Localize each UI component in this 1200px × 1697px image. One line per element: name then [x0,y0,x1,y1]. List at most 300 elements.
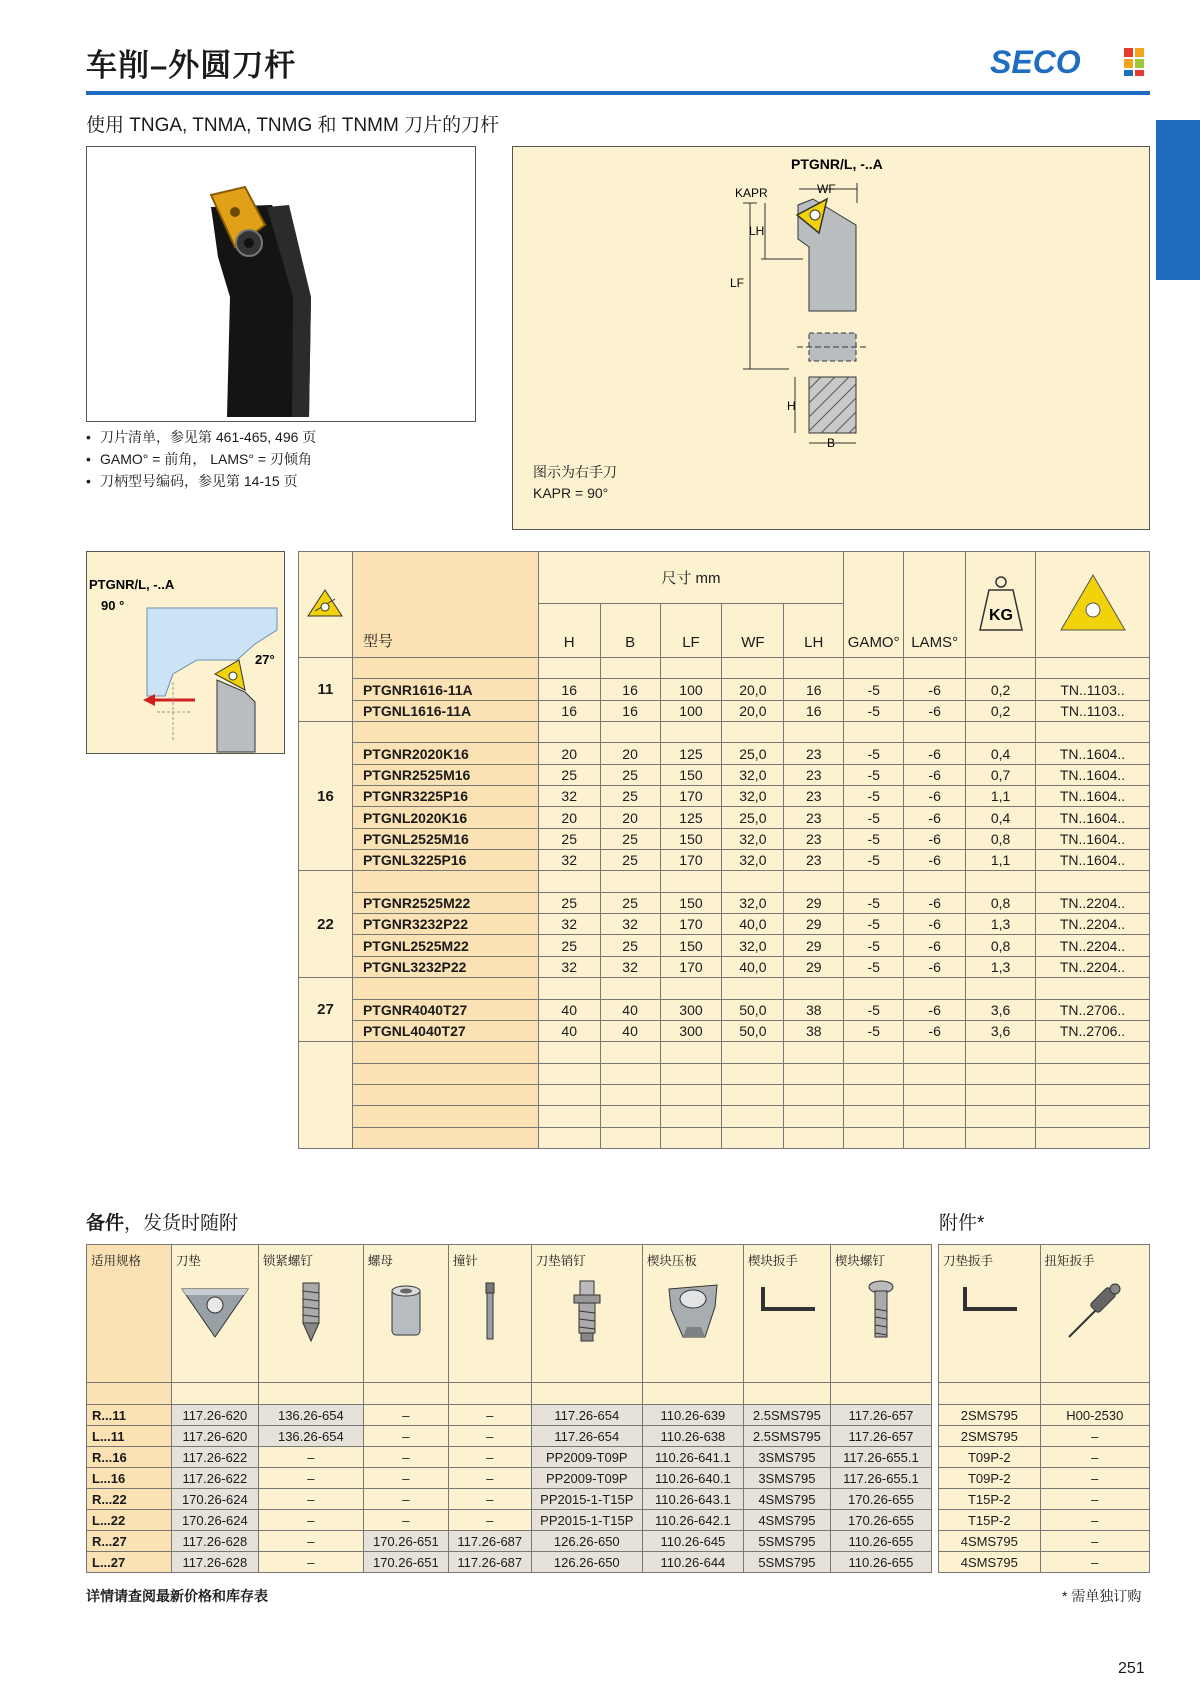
value-cell: 1,3 [966,914,1036,935]
model-cell: PTGNL2525M22 [352,935,538,956]
value-cell: 40,0 [722,914,784,935]
shim-key-icon [957,1279,1021,1319]
table-row [299,743,1150,764]
accessory-cell: – [1040,1510,1149,1531]
value-cell: 1,3 [966,956,1036,977]
spare-parts-body [87,1383,932,1573]
value-cell: 16 [600,700,660,721]
part-cell: 170.26-651 [363,1531,448,1552]
value-cell: 125 [660,807,722,828]
wedge-clamp-icon [663,1279,723,1341]
value-cell: 32,0 [722,892,784,913]
part-cell: 117.26-687 [448,1531,531,1552]
spacer-row [299,658,1150,679]
value-cell: 25 [538,892,600,913]
table-row [87,1468,932,1489]
insert-size-cell: 11 [299,658,353,722]
part-cell: 110.26-638 [642,1426,743,1447]
accessory-cell: T09P-2 [939,1447,1041,1468]
value-cell: 32,0 [722,850,784,871]
value-cell: TN..1604.. [1036,743,1150,764]
value-cell: -6 [904,743,966,764]
table-row [299,914,1150,935]
wedge-clamp-header: 楔块压板 [642,1245,743,1383]
header-rule [86,91,1150,95]
value-cell: 32,0 [722,828,784,849]
part-cell: 126.26-650 [531,1531,642,1552]
value-cell: 50,0 [722,999,784,1020]
value-cell: 23 [784,764,844,785]
spacer-row [299,1084,1150,1105]
model-cell: PTGNL3232P22 [352,956,538,977]
value-cell: -5 [844,700,904,721]
accessory-cell: 4SMS795 [939,1531,1041,1552]
angle-27: 27° [255,652,275,667]
value-cell: 25 [600,764,660,785]
value-cell: -5 [844,935,904,956]
applicable-header: 适用规格 [87,1245,172,1383]
spacer-row [299,871,1150,892]
value-cell: 125 [660,743,722,764]
value-cell: TN..2204.. [1036,892,1150,913]
model-cell: PTGNL2525M16 [352,828,538,849]
value-cell: -6 [904,935,966,956]
table-row [939,1510,1150,1531]
part-cell: – [448,1489,531,1510]
model-cell: PTGNR3232P22 [352,914,538,935]
lams-header: LAMS° [904,552,966,658]
table-row [299,1020,1150,1041]
value-cell: 20 [538,807,600,828]
accessory-cell: 4SMS795 [939,1552,1041,1573]
value-cell: 0,8 [966,892,1036,913]
part-cell: 136.26-654 [258,1426,363,1447]
holder-table [298,551,1150,1149]
part-cell: 117.26-654 [531,1426,642,1447]
model-cell: PTGNR2020K16 [352,743,538,764]
value-cell: 300 [660,999,722,1020]
part-cell: 110.26-643.1 [642,1489,743,1510]
part-cell: – [363,1426,448,1447]
part-cell: 117.26-622 [171,1468,258,1489]
part-cell: 117.26-628 [171,1531,258,1552]
pin-header: 撞针 [448,1245,531,1383]
part-cell: 170.26-651 [363,1552,448,1573]
value-cell: -6 [904,850,966,871]
diagram-note [533,462,617,504]
label-lf: LF [730,276,745,290]
part-cell: PP2015-1-T15P [531,1510,642,1531]
insert-size-cell: 16 [299,722,353,871]
value-cell: TN..2706.. [1036,999,1150,1020]
col-wf: WF [722,604,784,658]
part-cell: 170.26-624 [171,1510,258,1531]
part-cell: 3SMS795 [743,1468,830,1489]
part-cell: 117.26-620 [171,1405,258,1426]
part-cell: 117.26-657 [830,1426,931,1447]
seco-logo [990,44,1150,80]
shim-pin-icon [569,1279,605,1343]
value-cell: TN..2706.. [1036,1020,1150,1041]
value-cell: 32,0 [722,935,784,956]
value-cell: -5 [844,828,904,849]
part-cell: 110.26-655 [830,1531,931,1552]
model-cell: PTGNR2525M22 [352,892,538,913]
part-cell: – [448,1447,531,1468]
table-row [299,679,1150,700]
part-cell: – [448,1405,531,1426]
table-row [299,999,1150,1020]
applicable-cell: L...11 [87,1426,172,1447]
blank-row [87,1383,932,1405]
value-cell: -5 [844,743,904,764]
table-row [87,1552,932,1573]
part-cell: 170.26-655 [830,1489,931,1510]
table-row [299,935,1150,956]
accessory-cell: – [1040,1426,1149,1447]
value-cell: -6 [904,700,966,721]
note-item: • 刀柄型号编码，参见第 14-15 页 [86,470,316,492]
part-cell: – [363,1468,448,1489]
value-cell: -6 [904,1020,966,1041]
value-cell: 23 [784,850,844,871]
table-row [939,1447,1150,1468]
value-cell: 29 [784,892,844,913]
value-cell: -6 [904,764,966,785]
value-cell: 20 [600,807,660,828]
part-cell: 126.26-650 [531,1552,642,1573]
right-hand-note: 图示为右手刀 [533,464,617,480]
part-cell: – [258,1552,363,1573]
value-cell: 150 [660,892,722,913]
value-cell: -5 [844,679,904,700]
value-cell: 170 [660,850,722,871]
value-cell: TN..2204.. [1036,935,1150,956]
label-kapr: KAPR [735,186,768,200]
weight-icon [978,574,1024,632]
accessory-cell: – [1040,1447,1149,1468]
value-cell: -6 [904,892,966,913]
value-cell: -6 [904,807,966,828]
price-note: 详情请查阅最新价格和库存表 [86,1588,268,1604]
part-cell: 117.26-655.1 [830,1468,931,1489]
accessory-cell: T15P-2 [939,1510,1041,1531]
value-cell: -5 [844,956,904,977]
value-cell: 170 [660,914,722,935]
applicable-cell: R...22 [87,1489,172,1510]
weight-label: KG [988,606,1013,624]
shim-pin-header: 刀垫销钉 [531,1245,642,1383]
applicable-cell: L...16 [87,1468,172,1489]
col-h: H [538,604,600,658]
value-cell: 20 [538,743,600,764]
model-cell: PTGNL1616-11A [352,700,538,721]
spacer-row [299,978,1150,999]
spacer-row [299,1063,1150,1084]
value-cell: 0,4 [966,807,1036,828]
part-cell: – [448,1510,531,1531]
value-cell: 150 [660,935,722,956]
value-cell: 32 [538,914,600,935]
col-b: B [600,604,660,658]
part-cell: 5SMS795 [743,1552,830,1573]
table-row [87,1447,932,1468]
value-cell: 150 [660,764,722,785]
value-cell: 23 [784,807,844,828]
intro-notes [86,426,316,492]
spacer-row [299,1106,1150,1127]
value-cell: 16 [538,679,600,700]
part-cell: 117.26-655.1 [830,1447,931,1468]
table-row [939,1489,1150,1510]
accessories-table [938,1244,1150,1573]
value-cell: -6 [904,679,966,700]
col-lh: LH [784,604,844,658]
table-row [87,1426,932,1447]
value-cell: 100 [660,679,722,700]
value-cell: 25,0 [722,807,784,828]
value-cell: 16 [784,700,844,721]
table-row [299,786,1150,807]
value-cell: 25,0 [722,743,784,764]
accessory-cell: T15P-2 [939,1489,1041,1510]
value-cell: 32,0 [722,786,784,807]
value-cell: -5 [844,850,904,871]
nut-icon [386,1279,426,1341]
part-cell: 110.26-640.1 [642,1468,743,1489]
value-cell: 29 [784,935,844,956]
shim-icon [178,1279,252,1339]
wedge-screw-header: 楔块螺钉 [830,1245,931,1383]
value-cell: 40 [600,999,660,1020]
value-cell: TN..1604.. [1036,807,1150,828]
table-row [299,807,1150,828]
part-cell: – [448,1426,531,1447]
value-cell: -5 [844,786,904,807]
part-cell: PP2009-T09P [531,1468,642,1489]
applicable-cell: R...16 [87,1447,172,1468]
note-item: • 刀片清单，参见第 461-465, 496 页 [86,426,316,448]
page-title: 车削–外圆刀杆 [86,48,297,83]
value-cell: 16 [600,679,660,700]
part-cell: 4SMS795 [743,1510,830,1531]
wedge-key-header: 楔块扳手 [743,1245,830,1383]
table-row [939,1405,1150,1426]
accessories-body [939,1383,1150,1573]
spacer-row [299,1042,1150,1063]
table-row [87,1510,932,1531]
part-cell: 110.26-641.1 [642,1447,743,1468]
spare-parts-title: 备件，发货时随附 [86,1213,239,1234]
accessory-cell: 2SMS795 [939,1426,1041,1447]
value-cell: 150 [660,828,722,849]
value-cell: 0,4 [966,743,1036,764]
value-cell: 29 [784,956,844,977]
accessory-cell: – [1040,1468,1149,1489]
table-row [939,1468,1150,1489]
value-cell: 25 [600,935,660,956]
value-cell: -6 [904,999,966,1020]
part-cell: PP2015-1-T15P [531,1489,642,1510]
diagram-title: PTGNR/L, -..A [791,156,883,172]
accessory-cell: – [1040,1531,1149,1552]
value-cell: 38 [784,999,844,1020]
value-cell: 0,2 [966,700,1036,721]
part-cell: – [258,1531,363,1552]
accessory-cell: T09P-2 [939,1468,1041,1489]
geometry-title: PTGNR/L, -..A [89,577,175,592]
value-cell: 25 [600,892,660,913]
value-cell: 170 [660,786,722,807]
model-cell: PTGNL3225P16 [352,850,538,871]
value-cell: 23 [784,743,844,764]
part-cell: 117.26-620 [171,1426,258,1447]
value-cell: 40 [538,1020,600,1041]
value-cell: 3,6 [966,999,1036,1020]
part-cell: – [258,1468,363,1489]
value-cell: 300 [660,1020,722,1041]
nut-header: 螺母 [363,1245,448,1383]
wedge-screw-icon [866,1279,896,1343]
value-cell: -5 [844,1020,904,1041]
table-row [939,1531,1150,1552]
value-cell: -6 [904,828,966,849]
value-cell: 20,0 [722,700,784,721]
insert-size-icon-cell [299,552,353,658]
part-cell: – [258,1489,363,1510]
part-cell: 136.26-654 [258,1405,363,1426]
value-cell: 23 [784,786,844,807]
part-cell: – [258,1510,363,1531]
spacer-row [299,722,1150,743]
value-cell: TN..1604.. [1036,786,1150,807]
model-cell: PTGNR4040T27 [352,999,538,1020]
dimension-diagram [512,146,1150,530]
insert-size-cell: 22 [299,871,353,978]
part-cell: 117.26-654 [531,1405,642,1426]
part-cell: 170.26-655 [830,1510,931,1531]
value-cell: 0,7 [966,764,1036,785]
part-cell: – [363,1489,448,1510]
table-row [299,956,1150,977]
part-cell: 110.26-645 [642,1531,743,1552]
part-cell: – [363,1405,448,1426]
col-lf: LF [660,604,722,658]
label-b: B [827,436,836,450]
part-cell: 110.26-644 [642,1552,743,1573]
value-cell: 170 [660,956,722,977]
torque-wrench-icon [1063,1279,1127,1341]
table-row [299,828,1150,849]
label-wf: WF [817,182,836,196]
value-cell: 20,0 [722,679,784,700]
value-cell: 0,8 [966,935,1036,956]
value-cell: 20 [600,743,660,764]
blank-row [939,1383,1150,1405]
accessory-cell: 2SMS795 [939,1405,1041,1426]
value-cell: TN..1103.. [1036,700,1150,721]
value-cell: 40 [600,1020,660,1041]
kapr-note: KAPR = 90° [533,485,609,501]
value-cell: 1,1 [966,786,1036,807]
model-header: 型号 [352,552,538,658]
shim-key-header: 刀垫扳手 [939,1245,1041,1383]
table-row [939,1552,1150,1573]
part-cell: 110.26-642.1 [642,1510,743,1531]
part-cell: 110.26-639 [642,1405,743,1426]
table-row [299,700,1150,721]
section-tab [1156,120,1200,280]
value-cell: 25 [538,828,600,849]
part-cell: 5SMS795 [743,1531,830,1552]
value-cell: 29 [784,914,844,935]
holder-table-body [299,658,1150,1149]
value-cell: 50,0 [722,1020,784,1041]
table-row [87,1489,932,1510]
value-cell: 0,2 [966,679,1036,700]
value-cell: 25 [600,786,660,807]
clamp-screw-icon [296,1279,326,1343]
insert-icon-header [1036,552,1150,658]
part-cell: – [363,1447,448,1468]
accessory-cell: – [1040,1552,1149,1573]
table-row [299,764,1150,785]
product-photo [86,146,476,422]
value-cell: -6 [904,786,966,807]
value-cell: 32 [538,786,600,807]
model-cell: PTGNL4040T27 [352,1020,538,1041]
torque-key-header: 扭矩扳手 [1040,1245,1149,1383]
applicable-cell: L...22 [87,1510,172,1531]
value-cell: 25 [538,935,600,956]
order-note: * 需单独订购 [1062,1588,1142,1604]
value-cell: 25 [600,850,660,871]
part-cell: 4SMS795 [743,1489,830,1510]
value-cell: 40,0 [722,956,784,977]
weight-header [966,552,1036,658]
part-cell: PP2009-T09P [531,1447,642,1468]
dimension-group-header: 尺寸 mm [538,552,843,604]
value-cell: 38 [784,1020,844,1041]
value-cell: -5 [844,807,904,828]
angle-90: 90 ° [101,598,125,613]
applicable-cell: L...27 [87,1552,172,1573]
spacer-row [299,1127,1150,1148]
page-subtitle: 使用 TNGA, TNMA, TNMG 和 TNMM 刀片的刀杆 [86,115,500,136]
gamo-header: GAMO° [844,552,904,658]
geometry-diagram [86,551,285,754]
part-cell: – [363,1510,448,1531]
value-cell: -5 [844,764,904,785]
table-row [299,892,1150,913]
value-cell: TN..1103.. [1036,679,1150,700]
part-cell: 2.5SMS795 [743,1426,830,1447]
value-cell: 23 [784,828,844,849]
value-cell: -5 [844,999,904,1020]
value-cell: 1,1 [966,850,1036,871]
label-h: H [787,399,796,413]
part-cell: 3SMS795 [743,1447,830,1468]
part-cell: 117.26-687 [448,1552,531,1573]
value-cell: 3,6 [966,1020,1036,1041]
value-cell: 32 [538,850,600,871]
model-cell: PTGNR3225P16 [352,786,538,807]
clamp-screw-header: 锁紧螺钉 [258,1245,363,1383]
note-item: • GAMO° = 前角， LAMS° = 刃倾角 [86,448,316,470]
insert-triangle-icon [1058,572,1128,634]
value-cell: 25 [538,764,600,785]
label-lh: LH [749,224,765,238]
